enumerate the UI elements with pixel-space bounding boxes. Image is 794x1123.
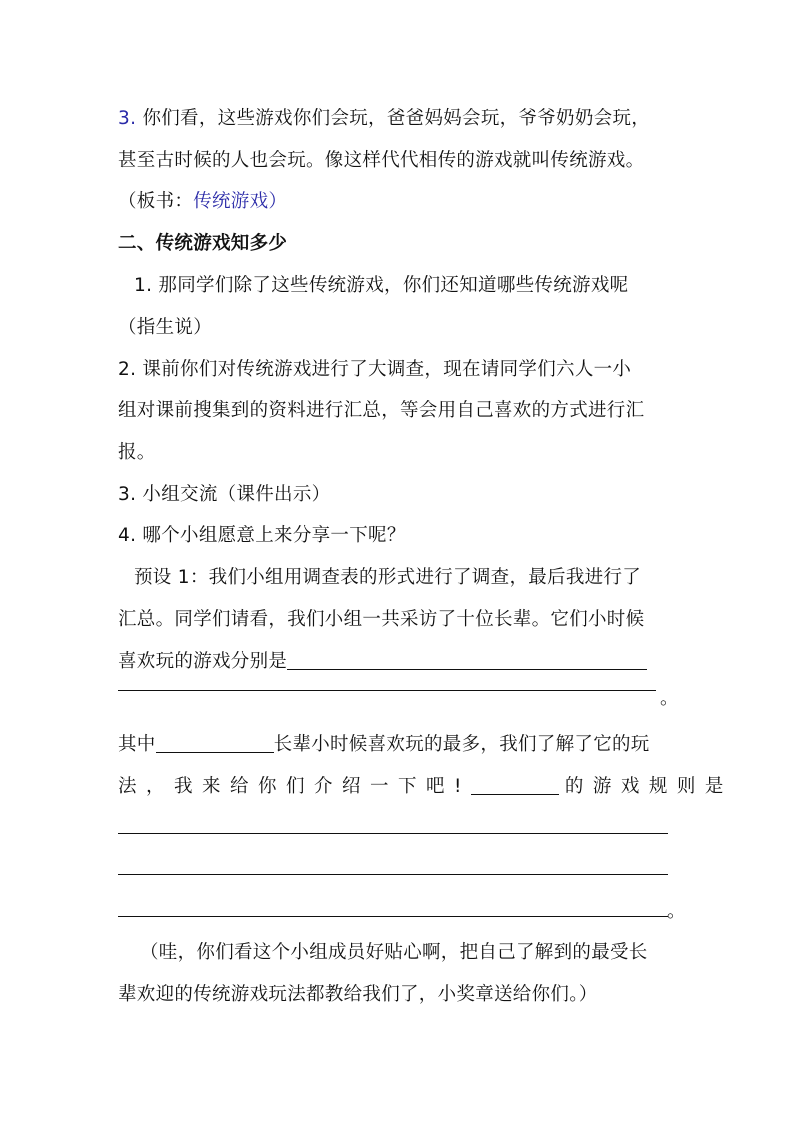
among-line: [118, 732, 650, 758]
fill-blank-game-name[interactable]: [471, 774, 559, 795]
item-4: 4. 哪个小组愿意上来分享一下呢？: [118, 525, 406, 546]
among-suffix: 长辈小时候喜欢玩的最多，我们了解了它的玩: [273, 734, 650, 755]
preset-line-1: 预设 1：我们小组用调查表的形式进行了调查，最后我进行了: [134, 567, 642, 588]
item-number: 3.: [118, 108, 137, 129]
fill-blank-favorite-game[interactable]: [156, 732, 274, 753]
method-suffix: 的游戏规则是: [564, 776, 733, 797]
fill-blank-rules-line-3[interactable]: [118, 916, 668, 917]
fill-blank-games[interactable]: [287, 649, 647, 670]
item-2-line-2: 组对课前搜集到的资料进行汇总，等会用自己喜欢的方式进行汇: [118, 400, 645, 421]
board-note-text: 传统游戏）: [193, 191, 288, 212]
board-note: [118, 189, 287, 215]
closing-line-1: （哇，你们看这个小组成员好贴心啊，把自己了解到的最受长: [140, 942, 648, 963]
item-2-line-3: 报。: [118, 442, 156, 463]
closing-line-2: 辈欢迎的传统游戏玩法都教给我们了，小奖章送给你们。）: [118, 984, 598, 1005]
among-prefix: 其中: [118, 734, 156, 755]
period-mark: 。: [660, 688, 679, 709]
method-prefix: 法，我来给你们介绍一下吧!: [118, 776, 471, 797]
item-2-line-1: 2. 课前你们对传统游戏进行了大调查，现在请同学们六人一小: [118, 359, 632, 380]
period-mark-2: 。: [667, 901, 686, 922]
paragraph-3-line-2: 甚至古时候的人也会玩。像这样代代相传的游戏就叫传统游戏。: [118, 150, 645, 171]
preset-line-3: [118, 649, 647, 675]
fill-blank-rules-line-1[interactable]: [118, 833, 668, 834]
item-1-note: （指生说）: [118, 317, 213, 338]
fill-blank-rules-line-2[interactable]: [118, 874, 668, 875]
preset-line-3-text: 喜欢玩的游戏分别是: [118, 651, 288, 672]
fill-blank-games-continued[interactable]: [118, 690, 656, 691]
item-3: 3. 小组交流（课件出示）: [118, 484, 331, 505]
paragraph-3-line-1: [118, 106, 650, 132]
method-line: [118, 774, 733, 800]
board-note-prefix: （板书：: [118, 191, 194, 212]
preset-line-2: 汇总。同学们请看，我们小组一共采访了十位长辈。它们小时候: [118, 609, 645, 630]
item-1: 1. 那同学们除了这些传统游戏，你们还知道哪些传统游戏呢: [134, 275, 629, 296]
paragraph-text: 你们看，这些游戏你们会玩，爸爸妈妈会玩，爷爷奶奶会玩，: [142, 108, 651, 129]
section-heading: 二、传统游戏知多少: [118, 233, 288, 254]
